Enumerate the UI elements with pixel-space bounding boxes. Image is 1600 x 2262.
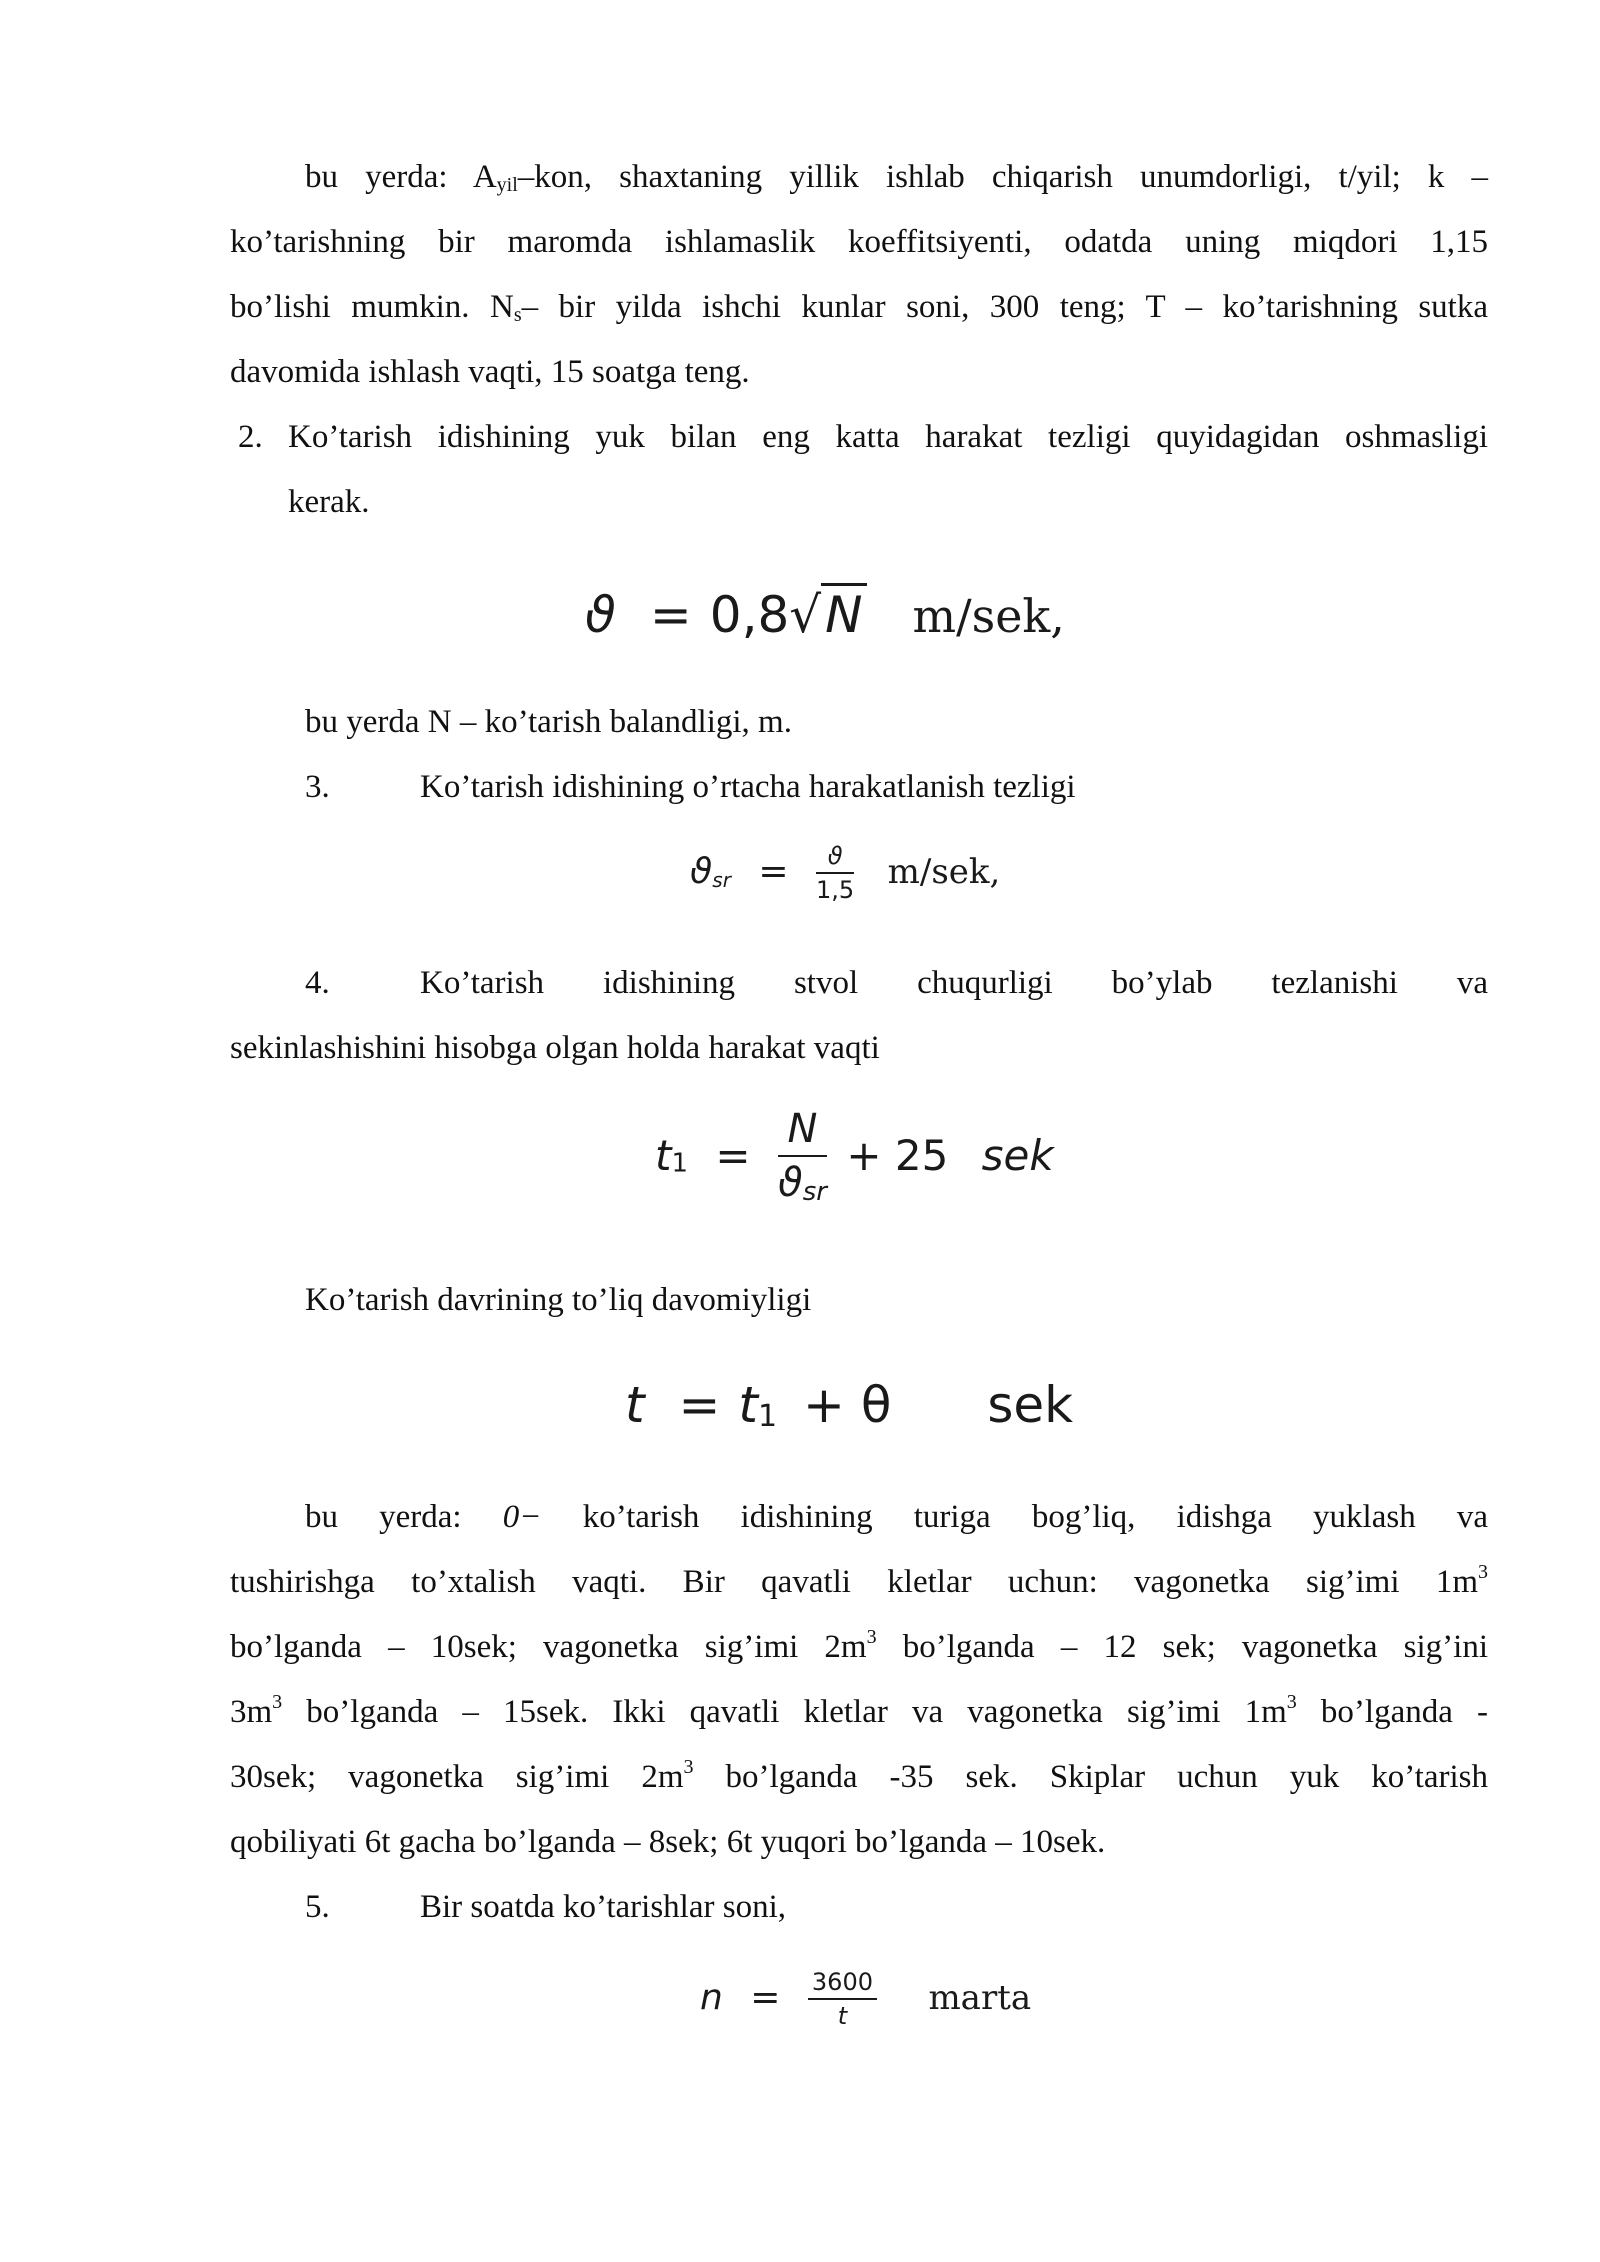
item5-text: Bir soatda ko’tarishlar soni,: [420, 1889, 786, 1925]
item5-number: 5.: [305, 1889, 330, 1925]
fraction: $\frac{N}{ϑ_{sr}}$: [777, 1106, 827, 1207]
para5-line2: tushirishga to’xtalish vaqti. Bir qavatli kletlar uchun: vagonetka sig’imi $1m^3$: [230, 1561, 1488, 1600]
velocity-max-formula: ϑ = 0,8√N m/sek,: [585, 585, 1065, 646]
item4-line1: Ko’tarish idishining stvol chuqurligi bo’ylab tezlanishi va: [420, 965, 1488, 1001]
para1-line1: bu yerda: $A_{yil}$–kon, shaxtaning yillik ishlab chiqarish unumdorligi, t/yil; k –: [305, 159, 1488, 196]
para1-line4: davomida ishlash vaqti, 15 soatga teng.: [230, 354, 750, 390]
para5-line4: $3m^3$ bo’lganda – 15sek. Ikki qavatli kletlar va vagonetka sig’imi $1m^3$ bo’lganda -: [230, 1691, 1488, 1730]
item2-line1: Ko’tarish idishining yuk bilan eng katta harakat tezligi quyidagidan oshmasligi: [288, 419, 1488, 455]
fraction: $\frac{3600}{t}$: [808, 1968, 877, 2030]
item2-line2: kerak.: [288, 484, 370, 520]
para5-line1: bu yerda: 0− ko’tarish idishining turiga bog’liq, idishga yuklash va: [305, 1499, 1489, 1535]
motion-time-formula: $t_1$ = $\frac{N}{ϑ_{sr}}$ + 25 sek: [655, 1106, 1054, 1207]
lift-count-formula: n = $\frac{3600}{t}$ marta: [700, 1968, 1032, 2030]
para5-line6: qobiliyati 6t gacha bo’lganda – 8sek; 6t yuqori bo’lganda – 10sek.: [230, 1824, 1106, 1860]
para1-line2: ko’tarishning bir maromda ishlamaslik koeffitsiyenti, odatda uning miqdori 1,15: [230, 224, 1488, 260]
para5-line3: bo’lganda – 10sek; vagonetka sig’imi $2m^3$ bo’lganda – 12 sek; vagonetka sig’ini: [230, 1626, 1488, 1665]
para5-line5: 30sek; vagonetka sig’imi $2m^3$ bo’lganda -35 sek. Skiplar uchun yuk ko’tarish: [230, 1756, 1488, 1795]
item3-number: 3.: [305, 769, 330, 805]
item2-number: 2.: [238, 419, 263, 455]
note1: bu yerda N – ko’tarish balandligi, m.: [305, 704, 792, 740]
velocity-avg-formula: $ϑ_{sr}$ = $\frac{ϑ}{1,5}$ m/sek,: [690, 842, 1001, 904]
cycle-label: Ko’tarish davrining to’liq davomiyligi: [305, 1282, 812, 1318]
para1-line3: bo’lishi mumkin. $N_s-$ bir yilda ishchi kunlar soni, 300 teng; T – ko’tarishning sutka: [230, 289, 1488, 326]
cycle-time-formula: $t = t_1 + \theta$ sek: [625, 1376, 1074, 1434]
item4-number: 4.: [305, 965, 330, 1001]
item4-line2: sekinlashishini hisobga olgan holda harakat vaqti: [230, 1030, 880, 1066]
item3-text: Ko’tarish idishining o’rtacha harakatlanish tezligi: [420, 769, 1076, 805]
fraction: $\frac{ϑ}{1,5}$: [816, 842, 855, 904]
